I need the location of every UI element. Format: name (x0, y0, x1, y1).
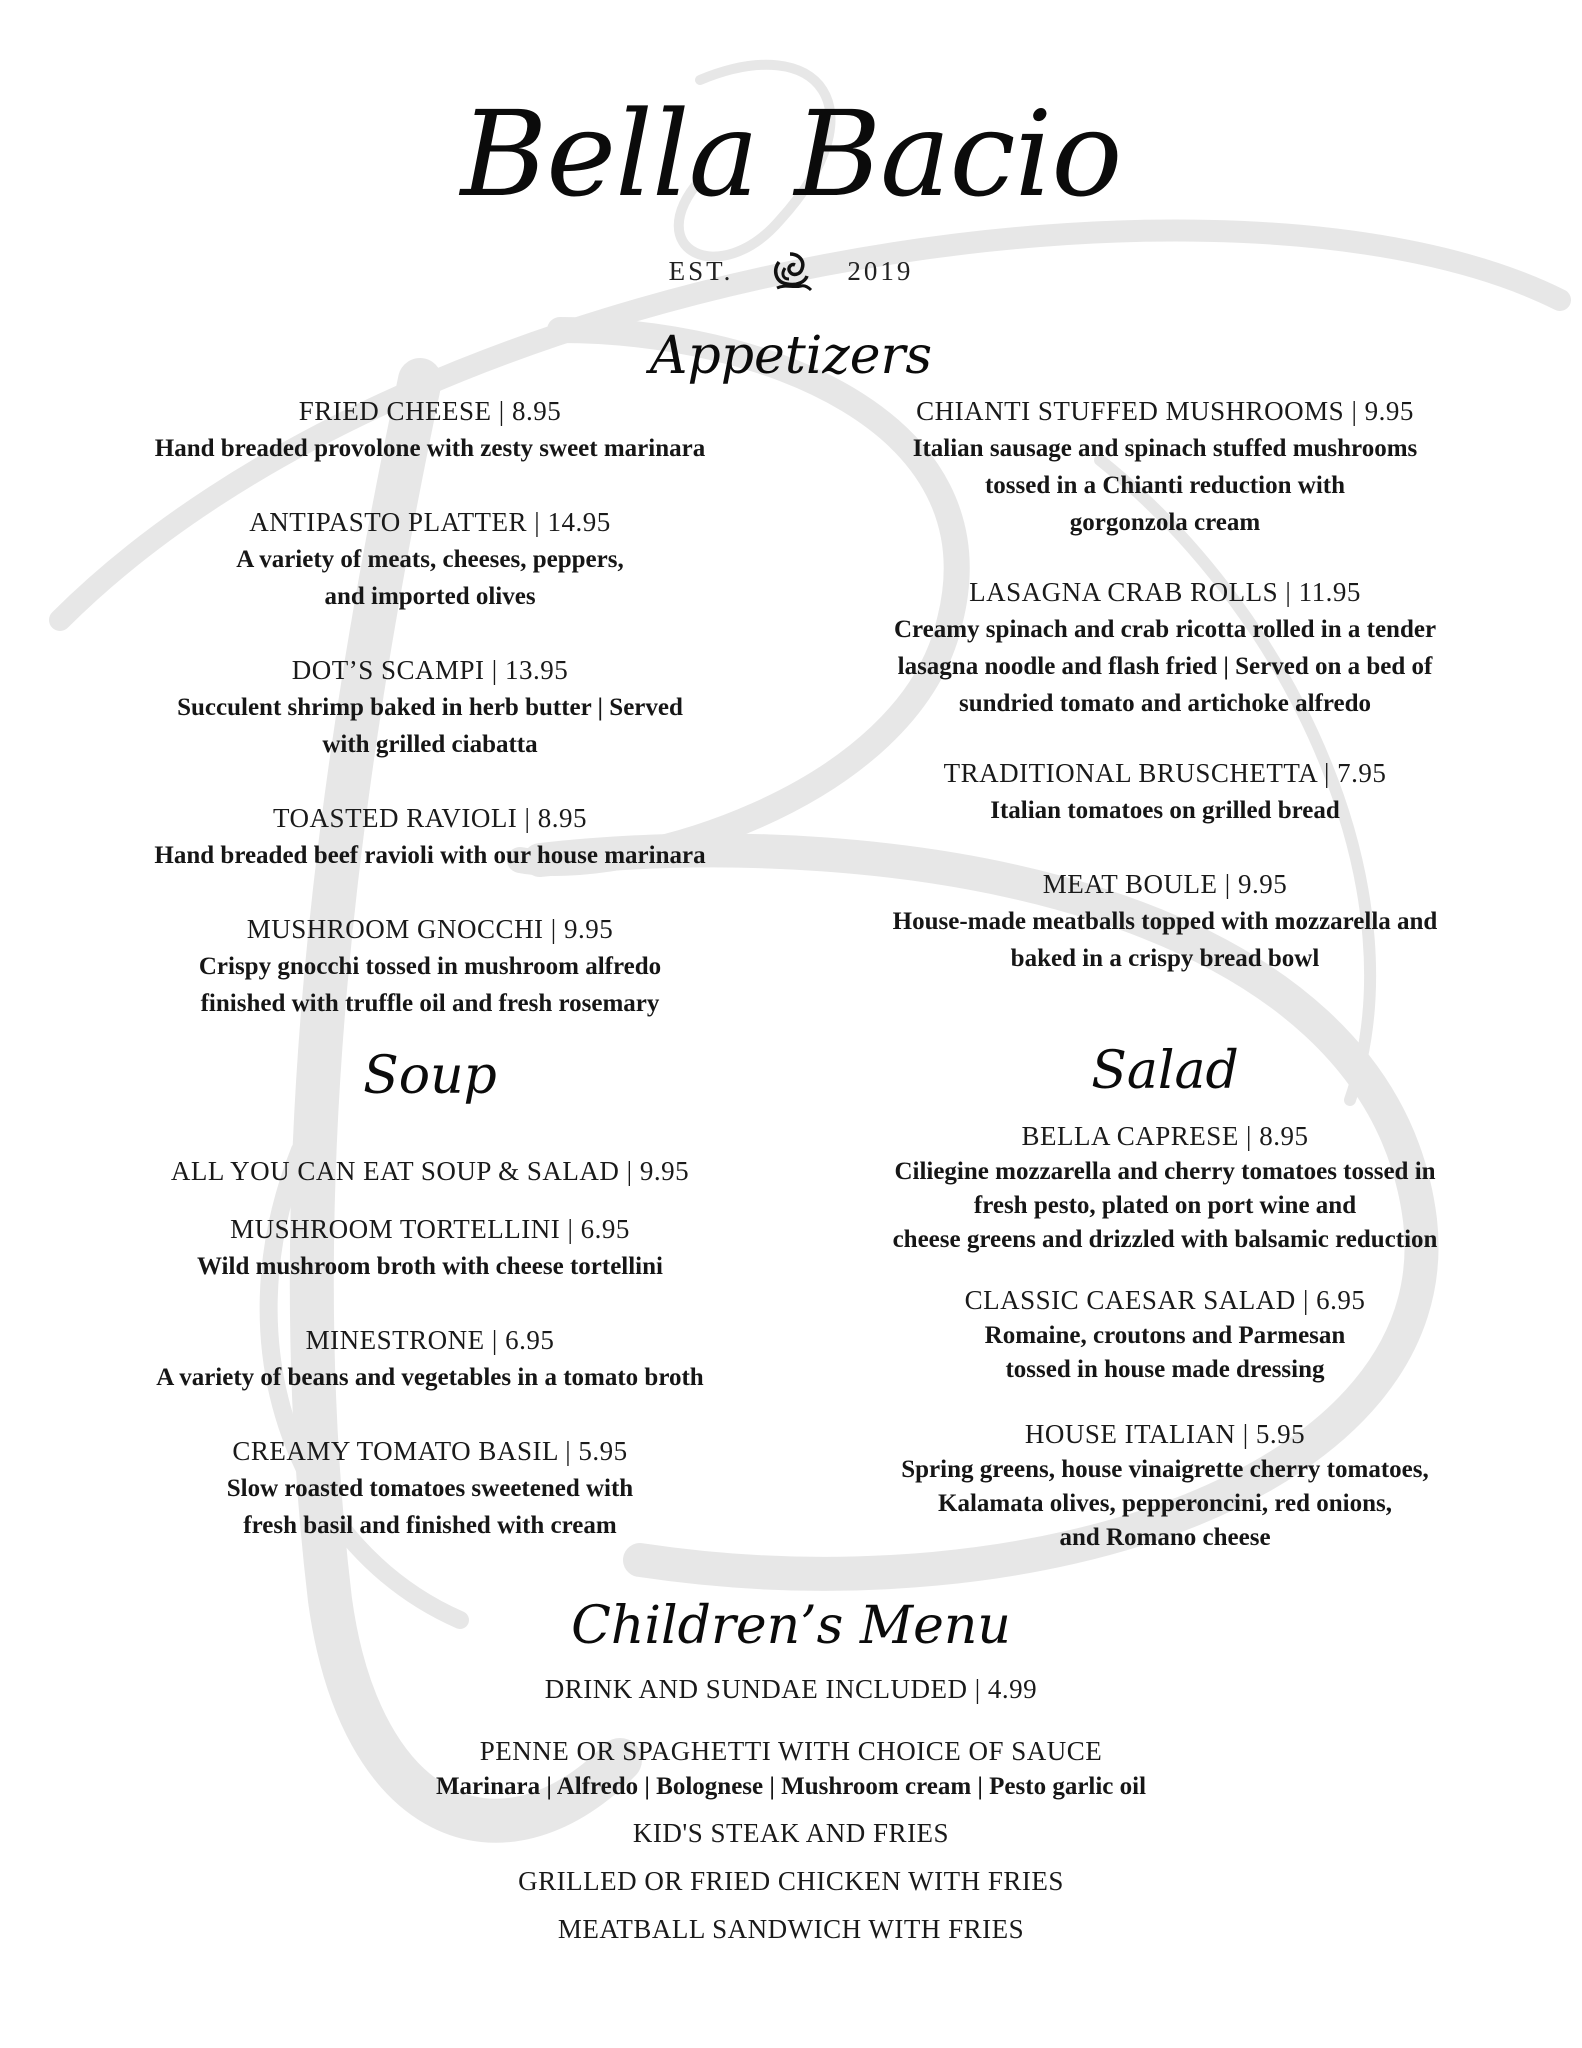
item-description: Italian sausage and spinach stuffed mushrooms tossed in a Chianti reduction with gorgonzola cream (912, 435, 1418, 536)
est-year: 2019 (847, 255, 914, 286)
item-name: FRIED CHEESE | 8.95 (298, 396, 562, 426)
appetizers-title: Appetizers (649, 326, 933, 386)
menu-item (815, 392, 1515, 541)
menu-item (815, 1117, 1515, 1257)
menu-item (815, 865, 1515, 977)
menu-item (815, 1281, 1515, 1387)
rose-monogram-icon (767, 248, 813, 294)
kids-chicken-item: GRILLED OR FRIED CHICKEN WITH FRIES (518, 1866, 1064, 1896)
menu-item (80, 392, 780, 467)
item-name: ALL YOU CAN EAT SOUP & SALAD | 9.95 (170, 1156, 690, 1186)
item-description: Hand breaded provolone with zesty sweet marinara (154, 435, 706, 462)
menu-item (80, 1432, 780, 1544)
item-name: LASAGNA CRAB ROLLS | 11.95 (969, 577, 1361, 607)
item-name: MINESTRONE | 6.95 (305, 1325, 555, 1355)
item-name: DOT’S SCAMPI | 13.95 (291, 655, 569, 685)
menu-item (80, 910, 780, 1022)
kids-steak-item: KID'S STEAK AND FRIES (632, 1818, 950, 1848)
menu-item (80, 651, 780, 763)
soup-title: Soup (363, 1046, 497, 1106)
appetizers-right-column (815, 392, 1515, 977)
item-name: MUSHROOM GNOCCHI | 9.95 (246, 914, 614, 944)
item-description: House-made meatballs topped with mozzarella and baked in a crispy bread bowl (892, 908, 1438, 972)
item-description: A variety of meats, cheeses, peppers, and imported olives (236, 546, 624, 610)
item-description: Spring greens, house vinaigrette cherry tomatoes, Kalamata olives, pepperoncini, red onions, and Romano cheese (901, 1456, 1429, 1551)
menu-item (815, 1415, 1515, 1555)
menu-item (815, 754, 1515, 829)
menu-item (80, 503, 780, 615)
appetizers-left-column (80, 392, 780, 1022)
item-name: TOASTED RAVIOLI | 8.95 (273, 803, 587, 833)
salad-title: Salad (1091, 1041, 1239, 1101)
item-description: Ciliegine mozzarella and cherry tomatoes tossed in fresh pesto, plated on port wine and cheese greens and drizzled with balsamic reduction (892, 1158, 1438, 1253)
item-description: Succulent shrimp baked in herb butter | Served with grilled ciabatta (177, 694, 683, 758)
menu-item (80, 1321, 780, 1396)
item-name: CREAMY TOMATO BASIL | 5.95 (232, 1436, 628, 1466)
kids-meatball-item: MEATBALL SANDWICH WITH FRIES (557, 1914, 1025, 1944)
item-description: Hand breaded beef ravioli with our house marinara (154, 842, 706, 869)
item-description: Crispy gnocchi tossed in mushroom alfredo finished with truffle oil and fresh rosemary (198, 953, 662, 1017)
item-description: Wild mushroom broth with cheese tortellini (197, 1253, 663, 1280)
kids-pasta-item: PENNE OR SPAGHETTI WITH CHOICE OF SAUCE (479, 1736, 1103, 1766)
item-name: TRADITIONAL BRUSCHETTA | 7.95 (943, 758, 1387, 788)
kids-sauce-options: Marinara | Alfredo | Bolognese | Mushroom cream | Pesto garlic oil (435, 1773, 1147, 1800)
item-name: CLASSIC CAESAR SALAD | 6.95 (964, 1285, 1366, 1315)
menu-item (80, 1210, 780, 1285)
childrens-menu (0, 1665, 1582, 1953)
menu-item (80, 799, 780, 874)
item-name: CHIANTI STUFFED MUSHROOMS | 9.95 (916, 396, 1414, 426)
item-name: MEAT BOULE | 9.95 (1042, 869, 1288, 899)
item-description: Romaine, croutons and Parmesan tossed in house made dressing (984, 1322, 1346, 1383)
item-description: Slow roasted tomatoes sweetened with fresh basil and finished with cream (226, 1475, 634, 1539)
item-name: HOUSE ITALIAN | 5.95 (1024, 1419, 1306, 1449)
childrens-menu-title: Children’s Menu (571, 1596, 1011, 1656)
item-name: BELLA CAPRESE | 8.95 (1021, 1121, 1309, 1151)
soup-column (80, 1152, 780, 1544)
established-line (0, 248, 1582, 294)
item-name: ANTIPASTO PLATTER | 14.95 (249, 507, 611, 537)
item-description: Creamy spinach and crab ricotta rolled in a tender lasagna noodle and flash fried | Served on a bed of sundried tomato and artichoke alfredo (893, 616, 1437, 717)
item-name: MUSHROOM TORTELLINI | 6.95 (230, 1214, 630, 1244)
item-description: Italian tomatoes on grilled bread (990, 797, 1340, 824)
salad-column (815, 1117, 1515, 1555)
item-description: A variety of beans and vegetables in a tomato broth (156, 1364, 704, 1391)
kids-included-line: DRINK AND SUNDAE INCLUDED | 4.99 (544, 1674, 1038, 1704)
menu-item (815, 573, 1515, 722)
restaurant-name: Bella Bacio (460, 85, 1122, 223)
menu-item (80, 1152, 780, 1190)
est-label: EST. (668, 255, 734, 286)
